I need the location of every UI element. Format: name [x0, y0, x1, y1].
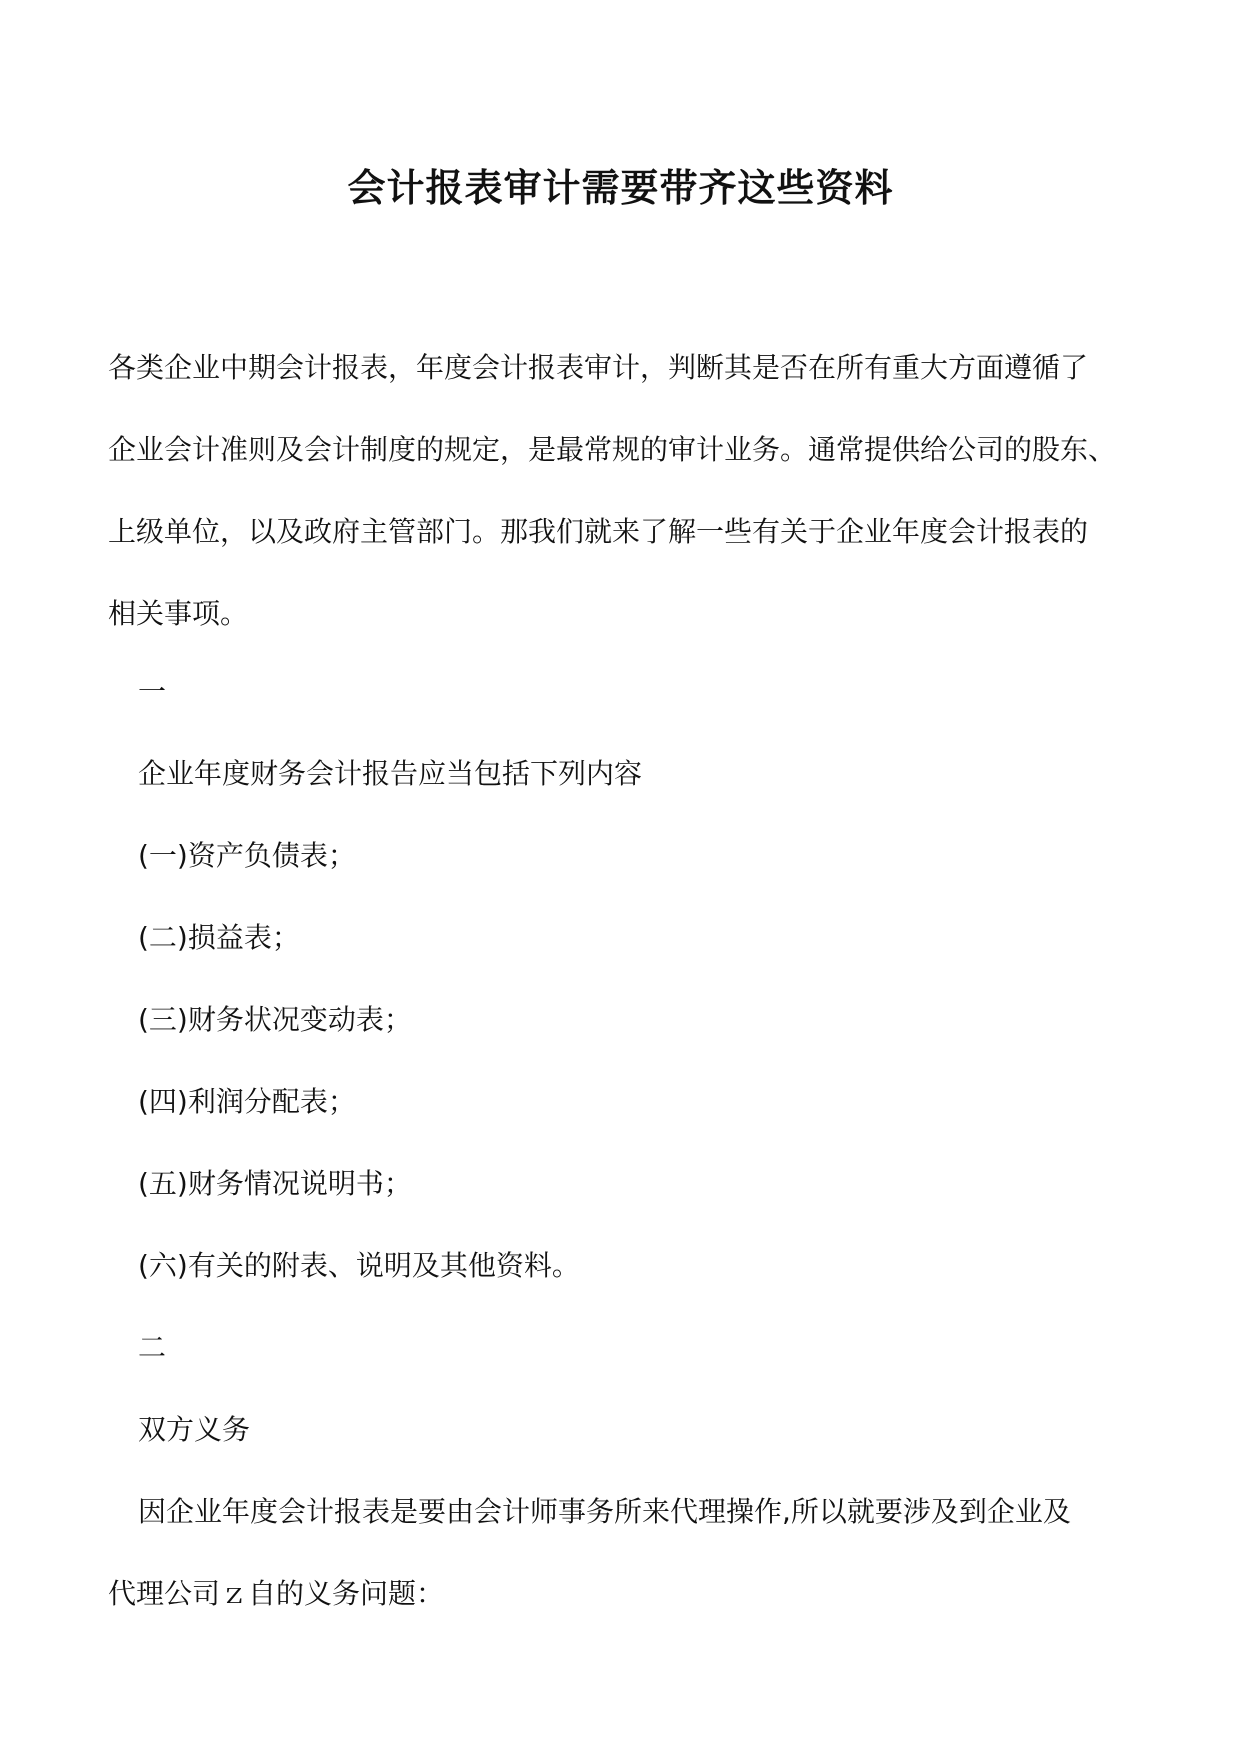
list-item: (四)利润分配表； — [138, 1085, 356, 1118]
intro-line: 企业会计准则及会计制度的规定，是最常规的审计业务。通常提供给公司的股东、 — [108, 433, 1117, 466]
intro-line: 相关事项。 — [108, 597, 249, 630]
list-item: (三)财务状况变动表； — [138, 1003, 412, 1036]
list-item: (六)有关的附表、说明及其他资料。 — [138, 1249, 580, 1282]
section-lead: 企业年度财务会计报告应当包括下列内容 — [138, 757, 643, 790]
section-heading: 二 — [138, 1331, 167, 1364]
list-item: (五)财务情况说明书； — [138, 1167, 412, 1200]
document-title: 会计报表审计需要带齐这些资料 — [347, 166, 894, 210]
intro-line: 上级单位，以及政府主管部门。那我们就来了解一些有关于企业年度会计报表的 — [108, 515, 1089, 548]
body-line: 因企业年度会计报表是要由会计师事务所来代理操作,所以就要涉及到企业及 — [138, 1495, 1071, 1528]
list-item: (二)损益表； — [138, 921, 300, 954]
intro-line: 各类企业中期会计报表，年度会计报表审计，判断其是否在所有重大方面遵循了 — [108, 351, 1089, 384]
body-line: 代理公司ｚ自的义务问题： — [108, 1577, 445, 1610]
list-item: (一)资产负债表； — [138, 839, 356, 872]
section-lead: 双方义务 — [138, 1413, 251, 1446]
section-heading: 一 — [138, 675, 167, 708]
